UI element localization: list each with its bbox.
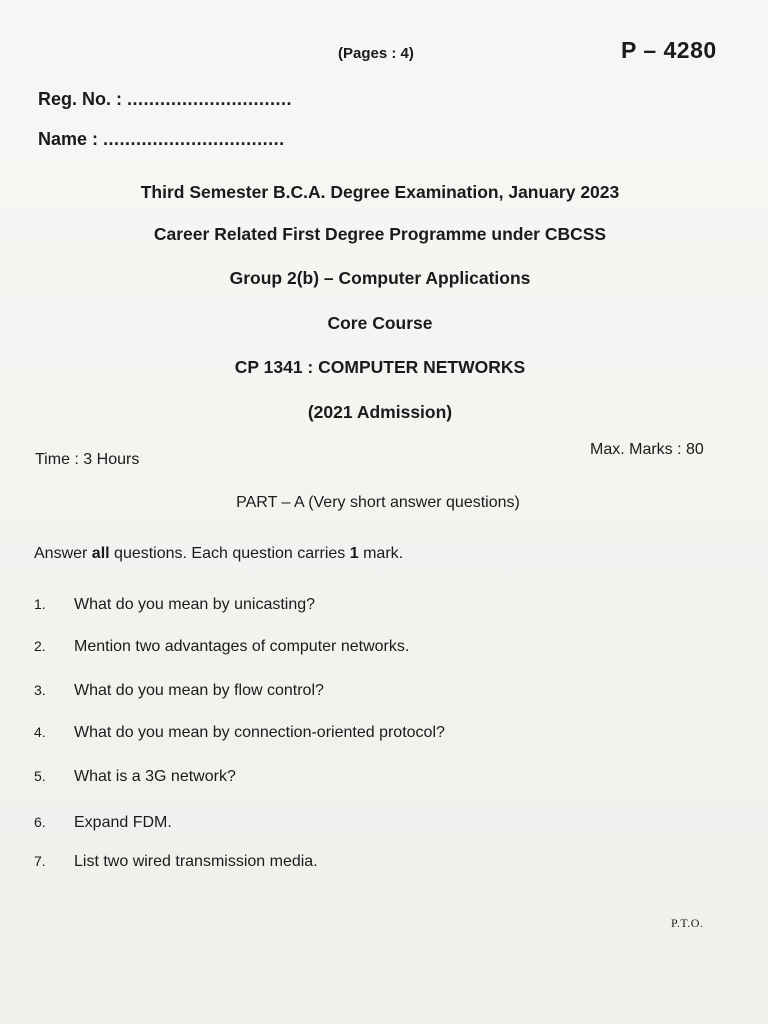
programme-title: Career Related First Degree Programme under CBCSS [153,224,607,244]
question-number: 5. [34,768,46,784]
question-item [34,768,236,786]
question-item [34,596,315,614]
course-type: Core Course [327,313,433,333]
question-text: What do you mean by connection-oriented protocol? [74,724,445,741]
admission-year: (2021 Admission) [307,402,453,422]
part-a-heading: PART – A (Very short answer questions) [236,494,520,511]
instruction-one: 1 [349,545,359,562]
question-number: 6. [34,814,46,830]
question-text: Expand FDM. [74,814,172,831]
paper-code: P – 4280 [621,37,717,63]
name-label: Name : [38,129,99,149]
page-count: (Pages : 4) [338,45,414,62]
name-field [38,129,285,150]
question-item [34,724,445,742]
question-item [34,638,409,656]
instruction-pre: Answer [34,545,92,562]
name-dots: ................................. [103,129,285,149]
reg-no-field [38,89,292,110]
question-text: What do you mean by unicasting? [74,596,316,613]
reg-no-dots: .............................. [127,89,293,109]
question-text: List two wired transmission media. [74,853,318,870]
instruction-mid: questions. Each question carries [109,545,350,562]
instruction-post: mark. [358,545,404,562]
question-item [34,682,324,700]
time-allowed: Time : 3 Hours [35,451,140,468]
question-text: What do you mean by flow control? [74,682,324,699]
course-name: CP 1341 : COMPUTER NETWORKS [234,357,526,377]
question-text: What is a 3G network? [74,768,236,785]
exam-title: Third Semester B.C.A. Degree Examination, January 2023 [140,182,620,202]
part-a-instruction [34,545,403,563]
max-marks: Max. Marks : 80 [590,441,704,458]
instruction-all: all [91,545,110,562]
question-number: 7. [34,853,46,869]
question-number: 3. [34,682,46,698]
question-item [34,853,318,871]
question-number: 4. [34,724,46,740]
question-text: Mention two advantages of computer networks. [74,638,410,655]
question-item [34,814,172,832]
question-number: 1. [34,596,46,612]
question-number: 2. [34,638,46,654]
group-title: Group 2(b) – Computer Applications [229,268,531,288]
reg-no-label: Reg. No. : [38,89,122,109]
pto-note: P.T.O. [671,916,704,930]
